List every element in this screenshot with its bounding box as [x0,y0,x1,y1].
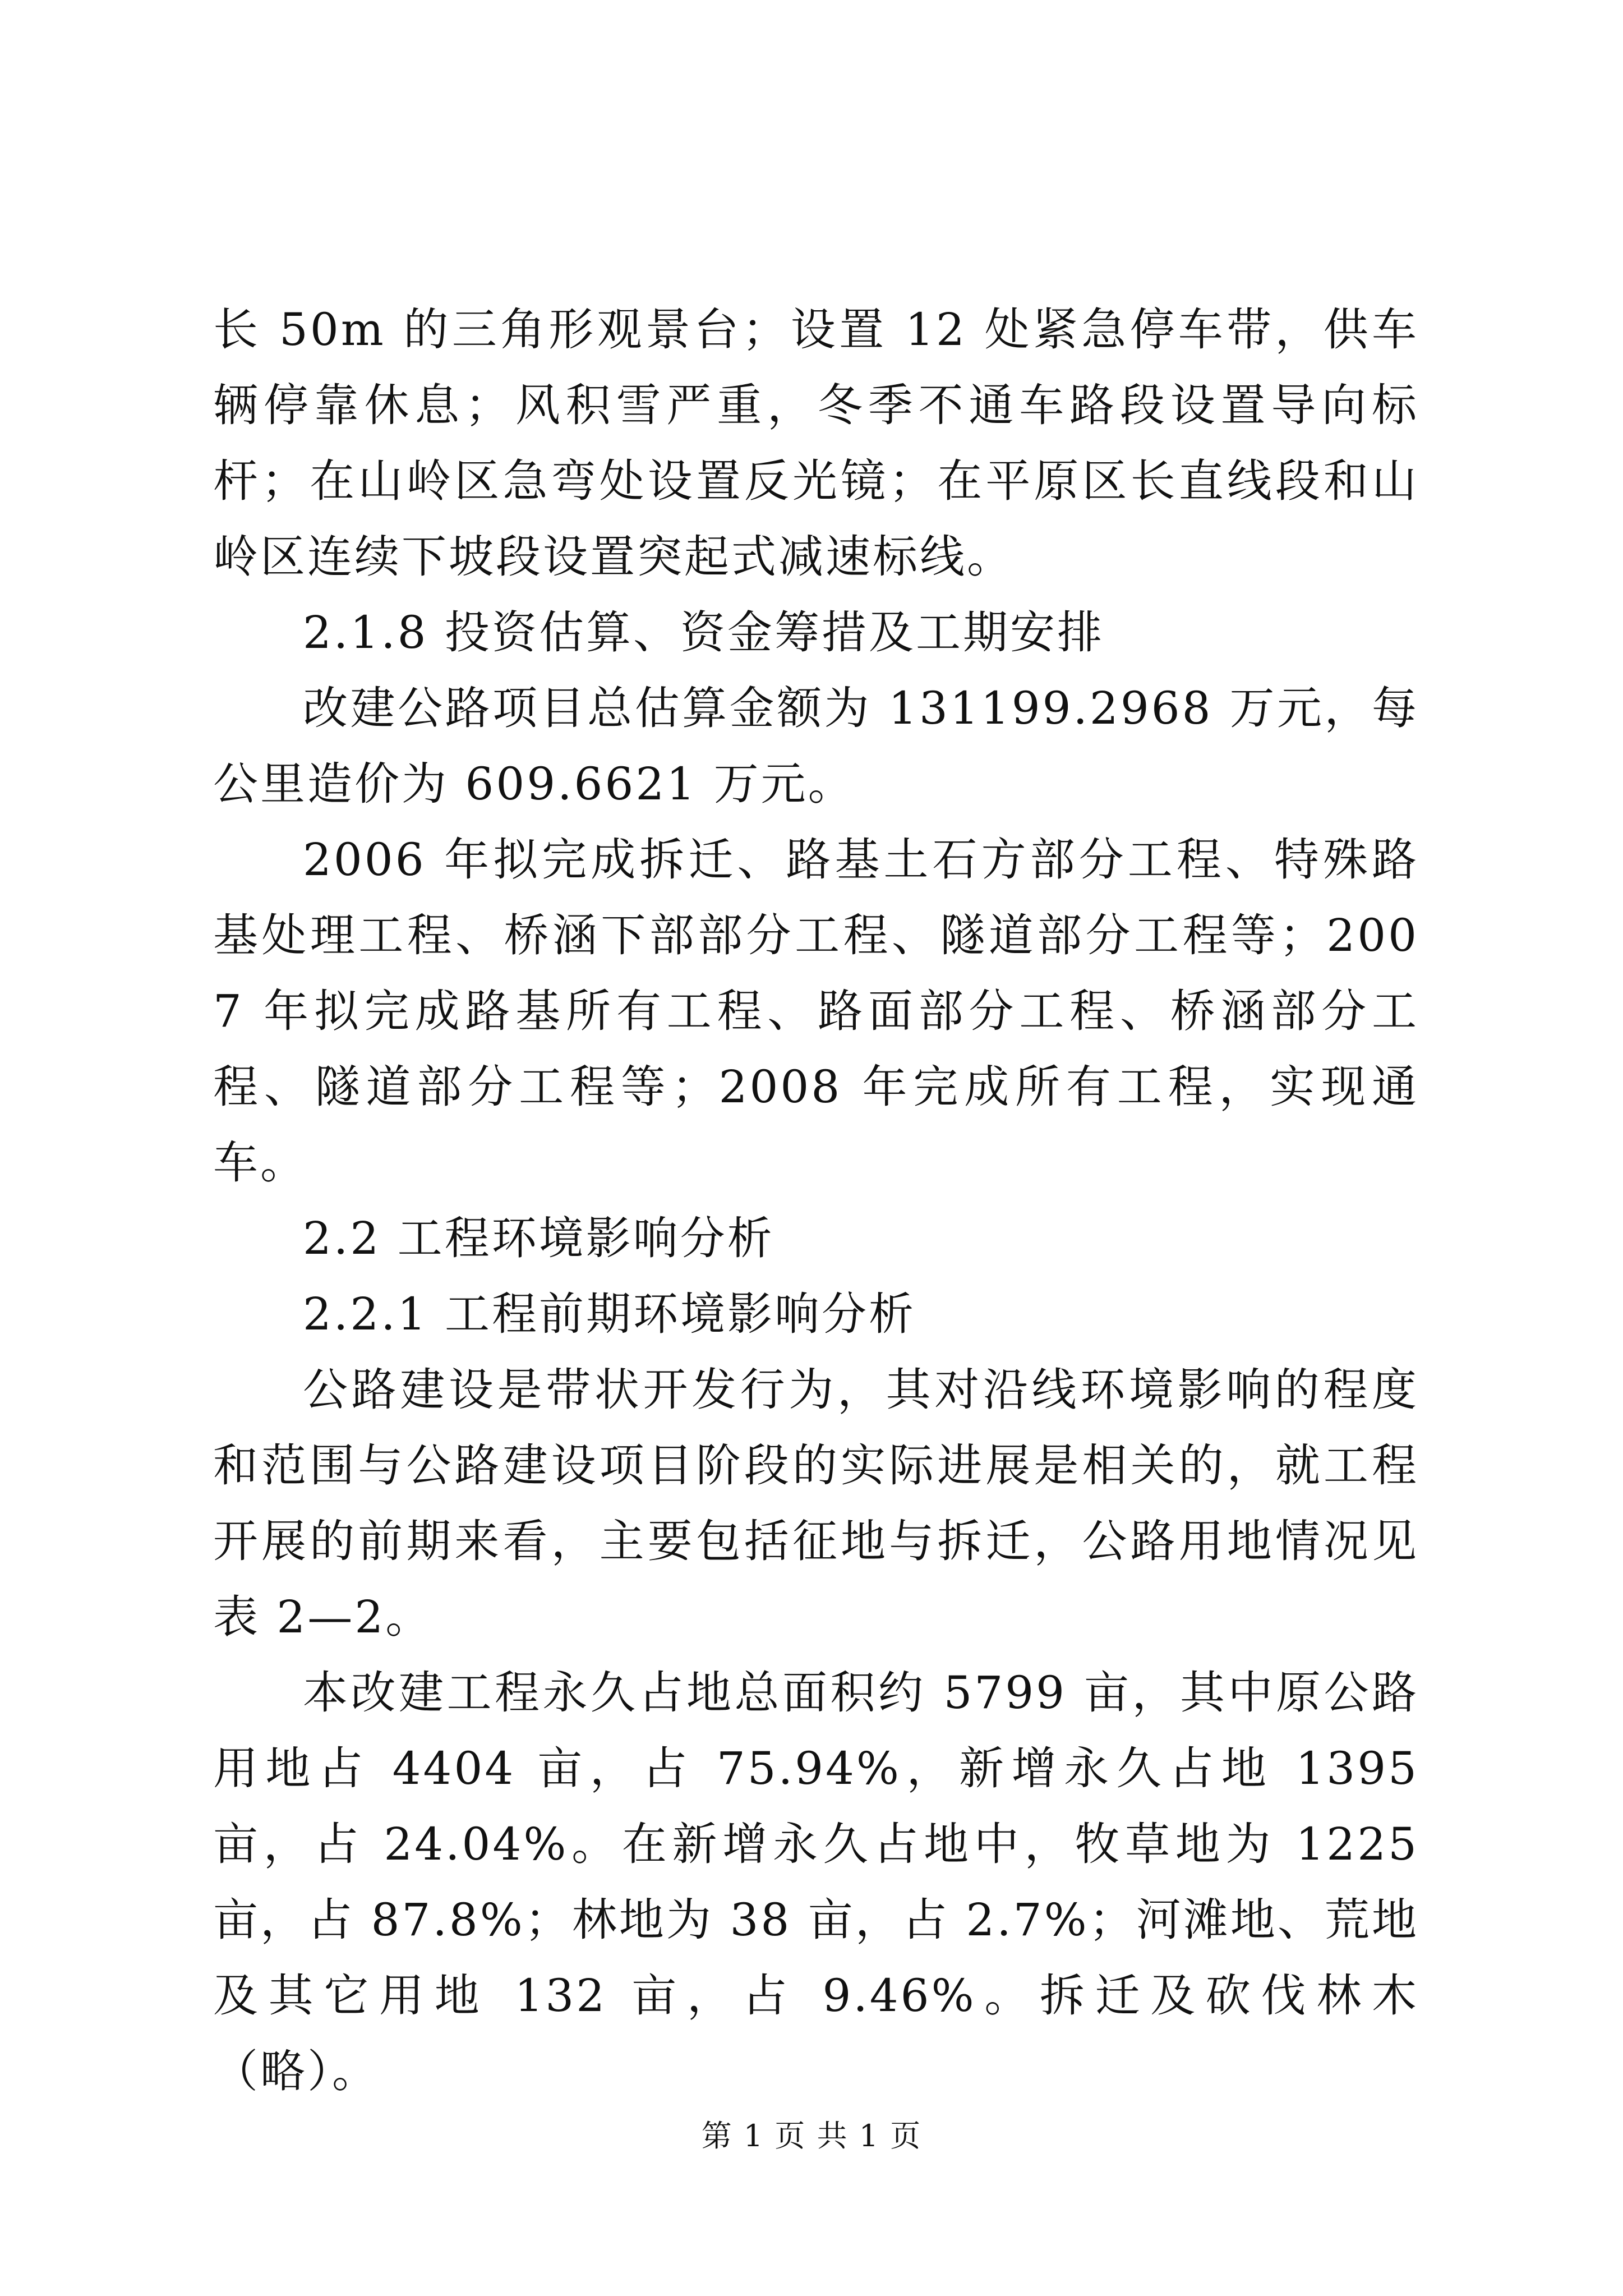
paragraph-investment-estimate: 改建公路项目总估算金额为 131199.2968 万元，每公里造价为 609.6621 万元。 [213,682,1419,810]
section-heading-2-1-8: 2.1.8 投资估算、资金筹措及工期安排 [303,606,1104,659]
page-footer: 第 1 页 共 1 页 [701,2118,922,2154]
section-heading-2-2: 2.2 工程环境影响分析 [303,1212,774,1264]
paragraph-land-use: 本改建工程永久占地总面积约 5799 亩，其中原公路用地占 4404 亩，占 75.94%，新增永久占地 1395 亩，占 24.04%。在新增永久占地中，牧草地为 1225 亩，占 87.8%；林地为 38 亩，占 2.7%；河滩地、荒地及其它用地 132 亩，占 9.46%。拆迁及砍伐林木（略）。 [213,1667,1419,2097]
paragraph-early-impact: 公路建设是带状开发行为，其对沿线环境影响的程度和范围与公路建设项目阶段的实际进展是相关的，就工程开展的前期来看，主要包括征地与拆迁，公路用地情况见表 2—2。 [213,1364,1419,1643]
paragraph-facilities-continued: 长 50m 的三角形观景台；设置 12 处紧急停车带，供车辆停靠休息；风积雪严重，冬季不通车路段设置导向标杆；在山岭区急弯处设置反光镜；在平原区长直线段和山岭区连续下坡段设置突起式减速标线。 [213,303,1419,583]
section-heading-2-2-1: 2.2.1 工程前期环境影响分析 [303,1288,916,1340]
document-body [213,292,1419,2109]
paragraph-schedule: 2006 年拟完成拆迁、路基土石方部分工程、特殊路基处理工程、桥涵下部部分工程、隧道部分工程等；2007 年拟完成路基所有工程、路面部分工程、桥涵部分工程、隧道部分工程等；2008 年完成所有工程，实现通车。 [213,834,1419,1189]
